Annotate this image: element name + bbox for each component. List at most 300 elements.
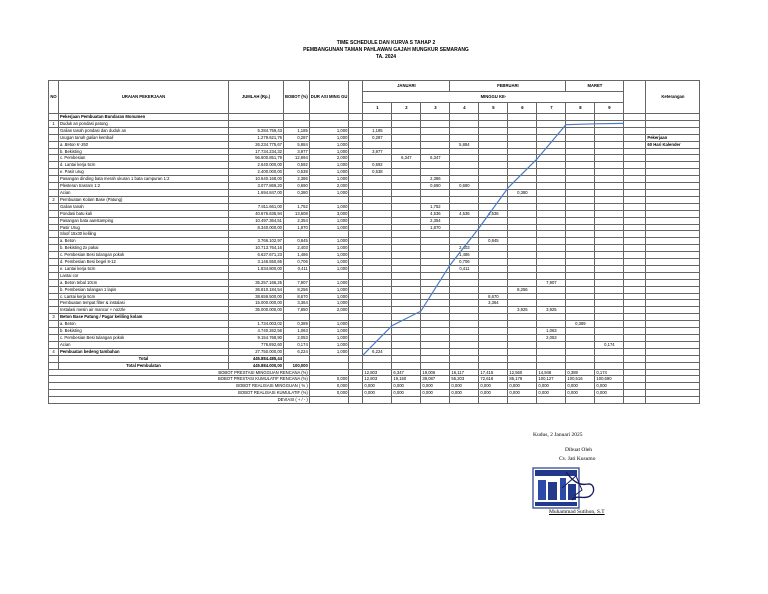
row-keterangan [646, 272, 700, 279]
week-cell: 8,670 [479, 293, 508, 300]
row-amount: 3.077.869,20 [229, 183, 284, 190]
row-spacer-2 [624, 141, 646, 148]
week-cell [595, 252, 624, 259]
row-spacer [349, 293, 363, 300]
row-number [49, 293, 59, 300]
week-cell [537, 314, 566, 321]
week-cell: 1,063 [537, 328, 566, 335]
week-cell [392, 148, 421, 155]
summary-value: 85,179 [508, 376, 537, 383]
week-cell [595, 217, 624, 224]
week-cell [537, 169, 566, 176]
summary-start [309, 397, 349, 404]
total-empty [479, 362, 508, 369]
row-spacer [349, 231, 363, 238]
row-duration: 1,000 [309, 169, 349, 176]
row-description: c. Pembesian [59, 155, 229, 162]
minggu-label: MINGGU KE- [363, 92, 624, 103]
week-cell [392, 183, 421, 190]
week-cell [537, 203, 566, 210]
row-spacer-2 [624, 279, 646, 286]
week-cell [566, 265, 595, 272]
total-rounded-row [49, 362, 700, 369]
row-number [49, 127, 59, 134]
week-cell [421, 293, 450, 300]
week-cell [508, 300, 537, 307]
row-duration: 1,000 [309, 134, 349, 141]
row-bobot: 0,690 [284, 183, 310, 190]
row-bobot: 5,884 [284, 141, 310, 148]
week-cell [479, 314, 508, 321]
week-cell [392, 162, 421, 169]
week-cell: 8,256 [508, 286, 537, 293]
week-cell [566, 328, 595, 335]
week-cell [595, 245, 624, 252]
row-duration: 1,000 [309, 293, 349, 300]
row-number: 1 [49, 120, 59, 127]
row-amount: 1.834.800,00 [229, 265, 284, 272]
row-spacer-2 [624, 155, 646, 162]
week-cell [508, 245, 537, 252]
summary-value: 0,000 [479, 390, 508, 397]
row-bobot [284, 114, 310, 121]
prepared-by-label: Dibuat Oleh [565, 447, 593, 453]
row-number [49, 300, 59, 307]
week-cell [566, 300, 595, 307]
row-keterangan [646, 120, 700, 127]
col-jumlah: JUMLAH (Rp.) [229, 81, 284, 114]
row-spacer-2 [624, 120, 646, 127]
row-description: Plesteran trasram 1:2 [59, 183, 229, 190]
week-cell [479, 203, 508, 210]
table-row [49, 259, 700, 266]
summary-keterangan [646, 376, 700, 383]
week-cell: 0,845 [479, 238, 508, 245]
week-cell [595, 127, 624, 134]
row-keterangan [646, 348, 700, 355]
row-duration: 1,000 [309, 286, 349, 293]
week-cell [508, 328, 537, 335]
week-cell [479, 141, 508, 148]
row-amount: 2.400.000,00 [229, 169, 284, 176]
row-description: Galian tanah [59, 203, 229, 210]
row-spacer [349, 169, 363, 176]
week-cell [508, 335, 537, 342]
row-spacer-2 [624, 321, 646, 328]
place-date: Kudus, 2 Januari 2025 [533, 432, 583, 438]
col-uraian: URAIAN PEKERJAAN [59, 81, 229, 114]
summary-value: 39,087 [421, 376, 450, 383]
row-keterangan [646, 252, 700, 259]
row-spacer-2 [624, 127, 646, 134]
row-spacer [349, 272, 363, 279]
week-cell [363, 183, 392, 190]
row-spacer [349, 341, 363, 348]
week-cell [508, 134, 537, 141]
week-cell [392, 279, 421, 286]
row-keterangan [646, 210, 700, 217]
summary-value [421, 397, 450, 404]
row-duration [309, 114, 349, 121]
row-keterangan [646, 148, 700, 155]
row-amount: 3.146.550,65 [229, 259, 284, 266]
total-rounded-label: Total Pembulatan [59, 362, 229, 369]
week-cell [392, 127, 421, 134]
table-row [49, 328, 700, 335]
summary-start [309, 369, 349, 376]
week-cell [392, 217, 421, 224]
row-amount: 2.640.000,00 [229, 162, 284, 169]
week-cell [508, 169, 537, 176]
row-keterangan [646, 321, 700, 328]
week-cell: 4,536 [421, 210, 450, 217]
week-cell [421, 341, 450, 348]
row-spacer-2 [624, 224, 646, 231]
week-cell [595, 272, 624, 279]
summary-value: 0,000 [421, 390, 450, 397]
week-cell [566, 148, 595, 155]
week-cell [363, 341, 392, 348]
week-cell [566, 127, 595, 134]
row-bobot: 1,752 [284, 203, 310, 210]
week-cell [595, 210, 624, 217]
week-cell [479, 169, 508, 176]
total-empty [392, 355, 421, 362]
week-cell [595, 155, 624, 162]
week-cell [508, 231, 537, 238]
total-empty [349, 355, 363, 362]
summary-value [508, 397, 537, 404]
week-cell [566, 155, 595, 162]
row-duration: 1,000 [309, 321, 349, 328]
table-row [49, 155, 700, 162]
summary-spacer-2 [624, 390, 646, 397]
week-cell [450, 335, 479, 342]
week-cell [595, 169, 624, 176]
row-amount [229, 272, 284, 279]
week-cell: 3,925 [508, 307, 537, 314]
header-year: TA. 2024 [375, 54, 397, 60]
row-amount: 1.734.003,02 [229, 321, 284, 328]
week-cell [363, 231, 392, 238]
summary-value: 14,948 [537, 369, 566, 376]
row-amount [229, 114, 284, 121]
total-no [49, 362, 59, 369]
row-spacer [349, 286, 363, 293]
table-row [49, 231, 700, 238]
summary-value: 0,000 [537, 383, 566, 390]
summary-value: 0,000 [595, 390, 624, 397]
week-cell [421, 286, 450, 293]
week-cell [450, 314, 479, 321]
row-bobot [284, 314, 310, 321]
week-cell: 1,185 [363, 127, 392, 134]
row-keterangan [646, 183, 700, 190]
header-row-months [49, 81, 700, 92]
row-bobot: 2,354 [284, 217, 310, 224]
week-cell [595, 321, 624, 328]
week-cell [537, 141, 566, 148]
week-cell [508, 272, 537, 279]
summary-label: BOBOT REALISASI MINGGUAN ( % ) [49, 383, 310, 390]
table-row [49, 314, 700, 321]
row-description: Duduk an pondasi patung [59, 120, 229, 127]
total-empty [284, 355, 310, 362]
week-cell [537, 259, 566, 266]
week-cell [537, 114, 566, 121]
table-row [49, 265, 700, 272]
row-number [49, 252, 59, 259]
row-spacer [349, 265, 363, 272]
week-cell: 1,870 [421, 224, 450, 231]
total-empty [421, 362, 450, 369]
table-row [49, 272, 700, 279]
week-cell [537, 321, 566, 328]
row-duration: 1,000 [309, 335, 349, 342]
row-description: Instalasi mesin air mancur + nozzle [59, 307, 229, 314]
row-duration [309, 196, 349, 203]
week-cell [508, 162, 537, 169]
week-cell [363, 203, 392, 210]
week-cell [508, 120, 537, 127]
row-number [49, 328, 59, 335]
row-keterangan [646, 300, 700, 307]
table-row [49, 224, 700, 231]
total-empty [537, 362, 566, 369]
week-cell [421, 148, 450, 155]
summary-value: 0,000 [595, 383, 624, 390]
week-cell [566, 259, 595, 266]
col-durasi: DUR ASI MING GU [309, 81, 349, 114]
week-cell [537, 265, 566, 272]
week-cell [508, 314, 537, 321]
row-number [49, 224, 59, 231]
row-spacer-2 [624, 231, 646, 238]
table-row [49, 210, 700, 217]
total-row [49, 355, 700, 362]
row-spacer-2 [624, 272, 646, 279]
schedule-table [48, 80, 700, 404]
row-description: e. Pasir urug [59, 169, 229, 176]
row-number [49, 155, 59, 162]
total-empty [595, 355, 624, 362]
row-number [49, 259, 59, 266]
row-amount: 10.640.168,00 [229, 176, 284, 183]
week-cell: 7,907 [537, 279, 566, 286]
row-duration: 2,000 [309, 307, 349, 314]
row-amount [229, 231, 284, 238]
week-cell [392, 196, 421, 203]
row-number [49, 114, 59, 121]
week-cell [479, 155, 508, 162]
summary-label: BOBOT REALISASI KUMULATIF (%) [49, 390, 310, 397]
row-spacer-2 [624, 252, 646, 259]
row-duration: 3,000 [309, 210, 349, 217]
week-cell [421, 307, 450, 314]
summary-value: 0,000 [450, 383, 479, 390]
week-cell [421, 279, 450, 286]
row-duration: 1,000 [309, 224, 349, 231]
week-cell [421, 245, 450, 252]
week-cell [508, 279, 537, 286]
row-amount [229, 196, 284, 203]
row-bobot: 0,706 [284, 259, 310, 266]
row-duration [309, 314, 349, 321]
row-amount: 776.892,60 [229, 341, 284, 348]
row-bobot: 0,389 [284, 321, 310, 328]
week-cell [566, 348, 595, 355]
summary-value: 0,000 [363, 383, 392, 390]
week-cell [508, 224, 537, 231]
week-cell [595, 120, 624, 127]
summary-spacer [349, 376, 363, 383]
row-keterangan [646, 286, 700, 293]
row-keterangan [646, 162, 700, 169]
col-keterangan: Keterangan [646, 81, 700, 114]
summary-value: 100,690 [595, 376, 624, 383]
row-spacer [349, 183, 363, 190]
week-cell [479, 307, 508, 314]
row-description: Pondasi batu kali [59, 210, 229, 217]
week-cell: 3,364 [479, 300, 508, 307]
week-cell [595, 189, 624, 196]
week-cell [450, 272, 479, 279]
week-cell [363, 155, 392, 162]
week-cell [508, 293, 537, 300]
row-spacer [349, 307, 363, 314]
col-no: NO [49, 81, 59, 114]
week-cell [595, 203, 624, 210]
week-cell [537, 252, 566, 259]
week-cell [566, 176, 595, 183]
row-spacer [349, 279, 363, 286]
table-row [49, 321, 700, 328]
summary-value: 0,389 [566, 369, 595, 376]
week-cell [421, 196, 450, 203]
week-cell [508, 252, 537, 259]
week-cell [508, 196, 537, 203]
week-cell [566, 134, 595, 141]
row-amount [229, 314, 284, 321]
row-keterangan [646, 231, 700, 238]
row-spacer [349, 141, 363, 148]
week-cell [450, 307, 479, 314]
week-cell [595, 307, 624, 314]
summary-keterangan [646, 390, 700, 397]
week-cell [595, 328, 624, 335]
month-januari: JANUARI [363, 81, 450, 92]
row-number [49, 238, 59, 245]
row-spacer [349, 162, 363, 169]
week-cell [566, 293, 595, 300]
week-cell [595, 279, 624, 286]
row-bobot: 0,845 [284, 238, 310, 245]
row-keterangan [646, 265, 700, 272]
week-cell [479, 259, 508, 266]
week-cell [421, 114, 450, 121]
week-cell [508, 341, 537, 348]
table-row [49, 217, 700, 224]
week-cell [421, 189, 450, 196]
week-number: 3 [421, 103, 450, 114]
week-cell [392, 341, 421, 348]
total-empty [309, 355, 349, 362]
week-cell [479, 265, 508, 272]
table-row [49, 162, 700, 169]
row-duration: 1,000 [309, 341, 349, 348]
summary-value: 0,000 [508, 383, 537, 390]
week-cell [595, 224, 624, 231]
col-spacer [349, 81, 363, 114]
summary-value: 0,000 [479, 383, 508, 390]
summary-value: 0,000 [363, 390, 392, 397]
week-cell: 1,486 [450, 252, 479, 259]
week-cell [537, 238, 566, 245]
week-cell [508, 176, 537, 183]
week-cell: 2,354 [421, 217, 450, 224]
week-cell [363, 114, 392, 121]
row-spacer-2 [624, 328, 646, 335]
row-bobot: 0,538 [284, 169, 310, 176]
row-spacer [349, 189, 363, 196]
week-cell [421, 335, 450, 342]
week-cell [566, 231, 595, 238]
row-number [49, 189, 59, 196]
row-description: c. Lantai kerja 5cm [59, 293, 229, 300]
summary-value: 72,618 [479, 376, 508, 383]
table-row [49, 189, 700, 196]
row-amount: 36.810.184,54 [229, 286, 284, 293]
row-bobot: 0,380 [284, 189, 310, 196]
row-keterangan [646, 341, 700, 348]
row-spacer-2 [624, 314, 646, 321]
week-cell [392, 231, 421, 238]
summary-label: BOBOT PRESTASI KUMULATIF RENCANA (%) [49, 376, 310, 383]
summary-keterangan [646, 397, 700, 404]
table-row [49, 141, 700, 148]
week-cell: 3,925 [537, 307, 566, 314]
row-description: a. Beton tebal 10cm [59, 279, 229, 286]
week-cell [363, 286, 392, 293]
month-maret: MARET [566, 81, 624, 92]
week-cell: 5,884 [450, 141, 479, 148]
week-cell [363, 321, 392, 328]
week-cell [508, 348, 537, 355]
summary-spacer-2 [624, 383, 646, 390]
week-cell: 0,389 [566, 321, 595, 328]
week-cell: 3,977 [363, 148, 392, 155]
row-spacer [349, 348, 363, 355]
week-cell [392, 176, 421, 183]
row-spacer-2 [624, 245, 646, 252]
week-cell [363, 210, 392, 217]
total-empty [421, 355, 450, 362]
row-duration: 1,000 [309, 300, 349, 307]
row-duration: 1,000 [309, 279, 349, 286]
row-spacer-2 [624, 114, 646, 121]
row-description: b. Bekisting [59, 328, 229, 335]
week-cell [363, 189, 392, 196]
week-cell [479, 245, 508, 252]
row-number [49, 162, 59, 169]
week-cell [363, 293, 392, 300]
week-cell [479, 189, 508, 196]
row-number: 2 [49, 196, 59, 203]
week-cell [595, 134, 624, 141]
week-cell [363, 224, 392, 231]
row-keterangan [646, 307, 700, 314]
row-bobot: 8,670 [284, 293, 310, 300]
